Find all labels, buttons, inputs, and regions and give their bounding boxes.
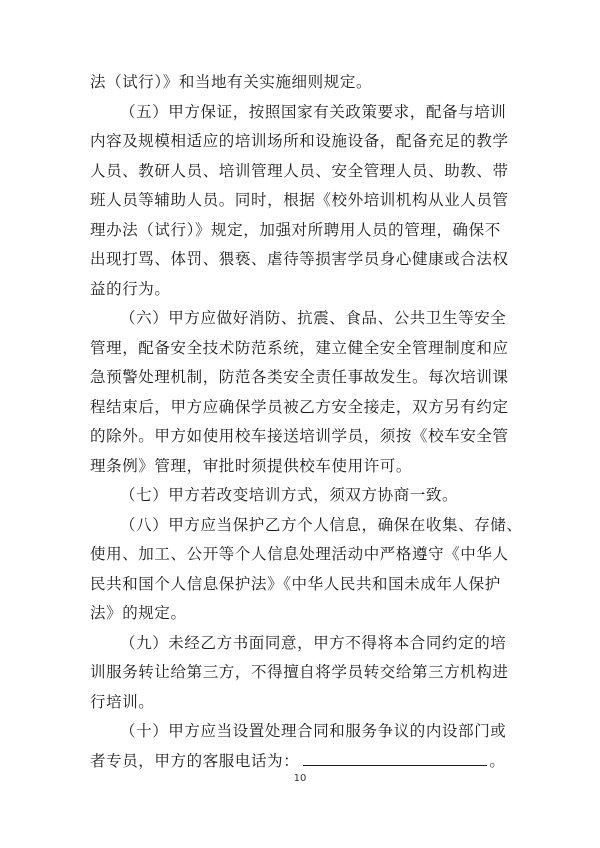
paragraph-10-line: （十）甲方应当设置处理合同和服务争议的内设部门或: [120, 722, 507, 740]
text-line: 益的行为。: [90, 280, 171, 298]
text-line: 训服务转让给第三方，不得擅自将学员转交给第三方机构进: [90, 663, 509, 681]
text-line: 人员、教研人员、培训管理人员、安全管理人员、助教、带: [90, 162, 509, 180]
customer-service-phone-line: [90, 751, 510, 771]
text-line: 理办法（试行）》规定，加强对所聘用人员的管理，确保不: [90, 221, 501, 239]
paragraph-6-line: （六）甲方应做好消防、抗震、食品、公共卫生等安全: [120, 309, 507, 327]
text-line: 急预警处理机制，防范各类安全责任事故发生。每次培训课: [90, 368, 509, 386]
text-line: 的除外。甲方如使用校车接送培训学员，须按《校车安全管: [90, 427, 509, 445]
paragraph-9-line: （九）未经乙方书面同意，甲方不得将本合同约定的培: [120, 634, 507, 652]
sentence-end-punctuation: 。: [489, 752, 506, 770]
paragraph-5-line: （五）甲方保证，按照国家有关政策要求，配备与培训: [120, 103, 507, 121]
text-line: 管理，配备安全技术防范系统，建立健全安全管理制度和应: [90, 339, 509, 357]
paragraph-8-line: （八）甲方应当保护乙方个人信息，确保在收集、存储、: [120, 516, 523, 534]
page-number: 10: [293, 773, 307, 784]
paragraph-7-line: （七）甲方若改变培训方式，须双方协商一致。: [120, 486, 459, 504]
text-line: 使用、加工、公开等个人信息处理活动中严格遵守《中华人: [90, 545, 509, 563]
text-line: 法》的规定。: [90, 604, 187, 622]
text-line: 程结束后，甲方应确保学员被乙方安全接走，双方另有约定: [90, 398, 509, 416]
text-line: 出现打骂、体罚、猥亵、虐待等损害学员身心健康或合法权: [90, 250, 509, 268]
customer-service-phone-label: 者专员，甲方的客服电话为：: [90, 752, 300, 770]
text-line: 内容及规模相适应的培训场所和设施设备，配备充足的教学: [90, 132, 509, 150]
text-line: 行培训。: [90, 693, 155, 711]
text-line: 法（试行）》和当地有关实施细则规定。: [90, 73, 373, 91]
text-line: 理条例》管理，审批时须提供校车使用许可。: [90, 457, 413, 475]
text-line: 民共和国个人信息保护法》《中华人民共和国未成年人保护: [90, 575, 501, 593]
phone-number-blank-field[interactable]: [303, 751, 487, 766]
text-line: 班人员等辅助人员。同时，根据《校外培训机构从业人员管: [90, 191, 509, 209]
